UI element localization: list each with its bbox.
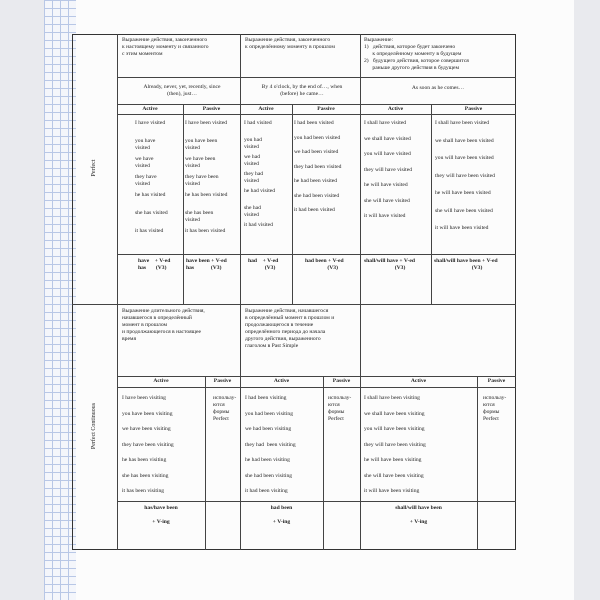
rule-line [117,387,516,388]
rule-line [360,34,361,304]
active-header: Active [153,378,169,384]
rule-line [117,104,516,105]
formula: had been + V-ing [270,505,293,525]
verb-form: you will have been visiting [364,426,425,432]
perfect-present-desc: Выражение действия, законченного к настоящему моменту и связанного с этим моментом [122,37,209,57]
formula: had + V-ed (V3) [248,258,279,271]
verb-form: it has been visited [185,228,226,234]
verb-form: it had visited [244,222,273,228]
verb-form: he has visited [135,192,166,198]
verb-form: they will have visited [364,166,413,173]
formula: shall/will have been + V-ed (V3) [434,258,498,271]
passive-header: Passive [332,378,351,384]
verb-form: you will have visited [364,151,411,157]
passive-note: использу- ются формы Perfect [213,395,237,422]
verb-form: we had been visiting [245,426,292,432]
passive-header: Passive [317,106,335,112]
formula: has/have been + V-ing [144,505,178,525]
verb-form: we shall have been visited [435,137,494,144]
verb-form: I shall have visited [364,120,407,126]
verb-form: she had visited [244,205,261,218]
rule-line [431,104,432,304]
verb-form: he will have been visited [435,190,491,196]
perfect-past-markers: By 4 o'clock, by the end of…, when (before) he came… [261,84,343,97]
verb-form: I had been visited [294,120,334,126]
verb-form: I have been visiting [122,395,166,401]
verb-form: it will have been visited [435,225,489,231]
perfect-future-markers: As soon as he comes… [411,85,465,91]
verb-form: she will have been visited [435,207,493,214]
verb-form: I have been visited [185,120,228,126]
verb-form: they have been visited [185,174,219,187]
formula: had been + V-ed (V3) [305,258,344,271]
verb-form: they had been visiting [245,441,296,448]
formula: shall/will have + V-ed (V3) [364,258,415,271]
pc-present-desc: Выражение длительного действия, начавшегося в определённый момент в прошлом и продолжающегося в настоящее время [122,308,205,342]
perfect-past-desc: Выражение действия, законченного к определённому моменту в прошлом [245,37,335,50]
verb-form: she has visited [135,210,168,216]
verb-form: she had been visiting [245,472,293,479]
verb-form: they will have been visited [435,172,495,179]
verb-form: I had visited [244,120,272,126]
rule-line [117,501,516,502]
verb-form: they had been visited [294,163,342,170]
verb-form: we have been visited [185,156,216,169]
rule-line [183,104,184,304]
verb-form: you had been visited [294,134,341,141]
passive-header: Passive [487,378,506,384]
passive-note: использу- ются формы Perfect [328,395,352,422]
verb-form: she will have been visiting [364,472,424,479]
verb-form: he will have visited [364,182,408,188]
perfect-future-desc: Выражение: 1) действия, которое будет закончено к определённому моменту в будущем 2) будущего действия, которое совершится раньше другого действия в будущем [364,37,469,71]
verb-form: we shall have been visiting [364,410,425,417]
verb-form: you had visited [244,137,262,150]
active-header: Active [387,106,404,112]
verb-form: you have visited [135,138,156,151]
verb-form: they had visited [244,171,264,184]
formula: have + V-ed has (V3) [138,258,171,271]
verb-form: she had been visited [294,192,340,199]
verb-form: it has been visiting [122,488,165,494]
passive-note: использу- ются формы Perfect [483,395,507,422]
verb-form: it has visited [135,228,164,234]
verb-form: we had visited [244,154,260,167]
pc-past-desc: Выражение действия, начавшегося в определённый момент в прошлом и продолжающегося в течение определённого периода до начала другого действия, выраженного глаголом в Past Simple [245,308,335,349]
verb-form: you had been visiting [245,410,294,417]
rule-line [292,104,293,304]
formula: shall/will have been + V-ing [395,505,442,525]
verb-form: it had been visiting [245,488,288,494]
verb-form: we shall have visited [364,135,411,142]
verb-form: it will have been visiting [364,488,420,494]
verb-form: I shall have been visited [435,120,490,126]
verb-form: he has been visited [185,192,228,198]
active-header: Active [142,106,158,112]
verb-form: they have visited [135,174,157,187]
verb-form: she will have visited [364,197,410,204]
verb-form: you will have been visited [435,155,494,161]
verb-form: he had visited [244,188,276,194]
active-header: Active [258,106,274,112]
rule-line [117,114,516,115]
verb-form: I have visited [135,120,166,126]
passive-header: Passive [202,106,221,112]
verb-form: he had been visited [294,178,338,184]
active-header: Active [273,378,290,384]
formula: have been + V-ed has (V3) [186,258,227,271]
verb-form: we had been visited [294,149,339,155]
verb-form: you have been visiting [122,410,173,417]
rule-line [72,304,516,305]
perfect-present-markers: Already, never, yet, recently, since (then), just… [143,84,221,97]
verb-form: she has been visiting [122,472,169,479]
verb-form: I had been visiting [245,395,287,401]
verb-form: it will have visited [364,213,406,219]
passive-header: Passive [464,106,483,112]
verb-form: I shall have been visiting [364,395,420,401]
perfect-continuous-side-label: Perfect Continuous [91,402,97,450]
rule-line [205,376,206,550]
verb-form: he has been visiting [122,457,167,463]
verb-form: it had been visited [294,207,335,213]
active-header: Active [410,378,427,384]
verb-form: they have been visiting [122,441,174,448]
verb-form: she has been visited [185,210,214,223]
rule-line [477,376,478,550]
passive-header: Passive [213,378,232,384]
verb-form: he will have been visiting [364,457,422,463]
verb-form: he had been visiting [245,457,290,463]
verb-form: they will have been visiting [364,441,426,448]
verb-form: you have been visited [185,138,218,151]
verb-form: we have been visiting [122,426,171,432]
perfect-side-label: Perfect [91,159,97,177]
rule-line [323,376,324,550]
verb-form: we have visited [135,156,154,169]
rule-line [117,254,516,255]
rule-line [240,34,241,304]
rule-line [117,77,516,78]
rule-line [117,376,516,377]
